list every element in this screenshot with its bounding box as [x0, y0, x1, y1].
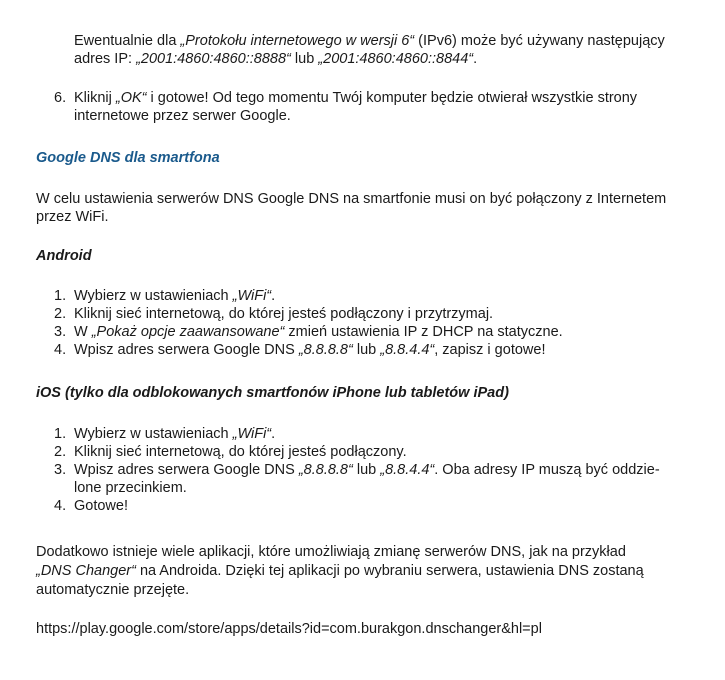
text: lub [352, 462, 381, 478]
app-store-link[interactable]: https://play.google.com/store/apps/details?id=com.burakgon.dnschanger&hl=pl [36, 621, 542, 637]
ipv6-line-1 [74, 32, 665, 50]
step-number: 3. [54, 462, 67, 478]
heading-android: Android [36, 248, 92, 264]
italic-text: „OK“ [115, 90, 147, 106]
intro-line-2: przez WiFi. [36, 209, 109, 225]
text: . [271, 288, 276, 304]
ios-step-2 [54, 443, 407, 461]
android-step-4 [54, 341, 545, 359]
heading-ios: iOS (tylko dla odblokowanych smartfonów iPhone lub tabletów iPad) [36, 385, 509, 401]
text: . [473, 51, 478, 67]
android-step-2 [54, 305, 493, 323]
step-number: 1. [54, 426, 67, 442]
step-number: 4. [54, 498, 67, 514]
ios-step-3-line-2: lone przecinkiem. [74, 480, 187, 496]
text: W [74, 324, 92, 340]
text: lub [352, 342, 381, 358]
italic-text: „2001:4860:4860::8844“ [318, 51, 474, 67]
ipv6-line-2 [74, 50, 477, 68]
text: , zapisz i gotowe! [434, 342, 546, 358]
intro-line-1: W celu ustawienia serwerów DNS Google DNS na smartfonie musi on być połączony z Internetem [36, 191, 667, 207]
step-number: 1. [54, 288, 67, 304]
step-6-line-1 [54, 89, 637, 107]
text: Wybierz w ustawieniach [74, 426, 233, 442]
text: i gotowe! Od tego momentu Twój komputer będzie otwierał wszystkie strony [146, 90, 638, 106]
text: Ewentualnie dla [74, 33, 181, 49]
italic-text: „DNS Changer“ [36, 563, 136, 579]
outro-line-1: Dodatkowo istnieje wiele aplikacji, które umożliwiają zmianę serwerów DNS, jak na przykład [36, 544, 626, 560]
ios-step-3 [54, 461, 660, 479]
italic-text: „Pokaż opcje zaawansowane“ [91, 324, 285, 340]
ios-step-4 [54, 497, 128, 515]
text: Wpisz adres serwera Google DNS [74, 342, 299, 358]
step-6-line-2: internetowe przez serwer Google. [74, 108, 291, 124]
text: . Oba adresy IP muszą być oddzie- [434, 462, 660, 478]
step-number: 6. [54, 90, 67, 106]
text: Kliknij [74, 90, 116, 106]
outro-line-3: automatycznie przejęte. [36, 582, 190, 598]
outro-line-2 [36, 562, 644, 580]
step-number: 2. [54, 306, 67, 322]
italic-text: „Protokołu internetowego w wersji 6“ [180, 33, 415, 49]
text: lub [290, 51, 319, 67]
heading-smartphone: Google DNS dla smartfona [36, 150, 220, 166]
italic-text: „WiFi“ [232, 288, 272, 304]
text: Kliknij sieć internetową, do której jesteś podłączony. [74, 444, 407, 460]
android-step-3 [54, 323, 563, 341]
text: (IPv6) może być używany następujący [414, 33, 665, 49]
text: . [271, 426, 276, 442]
italic-text: „8.8.8.8“ [298, 342, 353, 358]
italic-text: „WiFi“ [232, 426, 272, 442]
text: Gotowe! [74, 498, 128, 514]
text: zmień ustawienia IP z DHCP na statyczne. [284, 324, 563, 340]
italic-text: „8.8.4.4“ [380, 342, 435, 358]
text: adres IP: [74, 51, 137, 67]
text: Wybierz w ustawieniach [74, 288, 233, 304]
italic-text: „2001:4860:4860::8888“ [136, 51, 291, 67]
italic-text: „8.8.8.8“ [298, 462, 353, 478]
italic-text: „8.8.4.4“ [380, 462, 435, 478]
text: na Androida. Dzięki tej aplikacji po wybraniu serwera, ustawienia DNS zostaną [135, 563, 644, 579]
text: Wpisz adres serwera Google DNS [74, 462, 299, 478]
step-number: 4. [54, 342, 67, 358]
ios-step-1 [54, 425, 275, 443]
text: Kliknij sieć internetową, do której jesteś podłączony i przytrzymaj. [74, 306, 494, 322]
android-step-1 [54, 287, 275, 305]
step-number: 2. [54, 444, 67, 460]
step-number: 3. [54, 324, 67, 340]
